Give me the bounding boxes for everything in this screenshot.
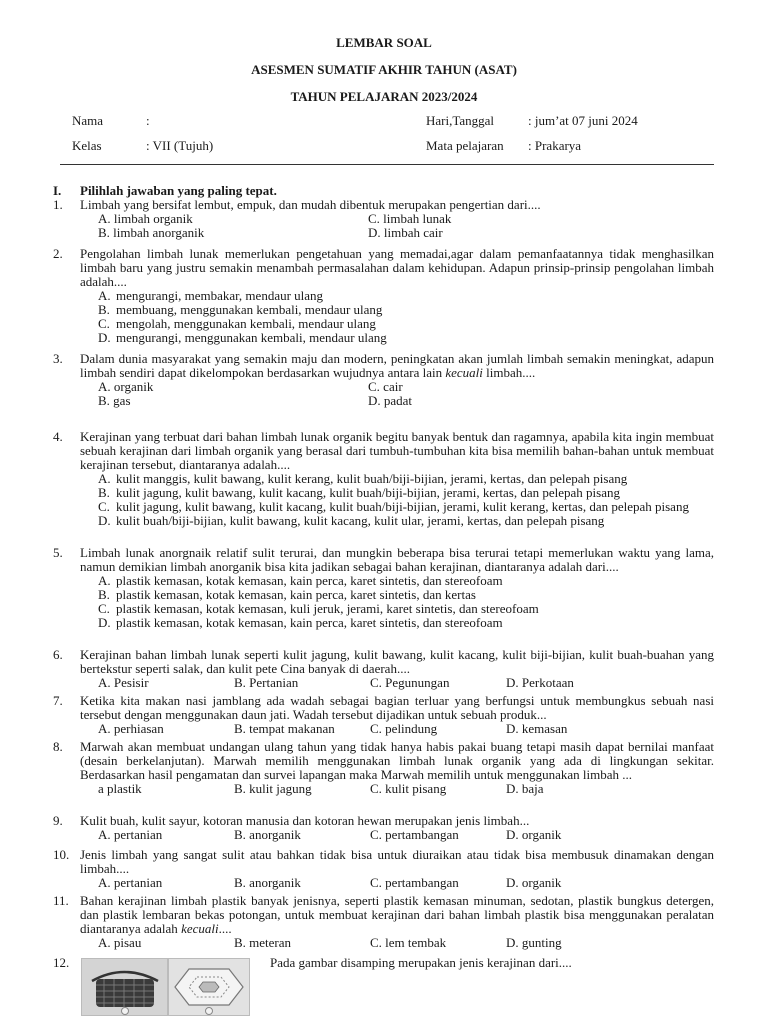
option-c[interactable]: C. pertambangan	[370, 827, 459, 842]
option-b[interactable]: B. limbah anorganik	[98, 225, 205, 240]
option-a[interactable]: A. Pesisir	[98, 675, 149, 690]
option-b[interactable]: B. anorganik	[234, 827, 301, 842]
option-d[interactable]: D. padat	[368, 393, 413, 408]
answer-options	[98, 289, 714, 345]
question-number: 5.	[53, 545, 63, 560]
question-number: 4.	[53, 429, 63, 444]
option-d[interactable]: D. Perkotaan	[506, 675, 574, 690]
question-text: Marwah akan membuat undangan ulang tahun yang tidak hanya habis pakai buang tetapi masih dapat bernilai manfaat (desain berkelanjutan). Marwah memilih menggunakan limbah lunak organik yang ada di lingkungan sekitar. Berdasarkan hasil pengamatan dan survei lapangan maka Marwah memilih untuk menggunakan limbah ...	[80, 739, 714, 782]
option-c[interactable]: C. limbah lunak	[368, 211, 452, 226]
kelas-value: : VII (Tujuh)	[146, 138, 214, 153]
question-9	[53, 814, 714, 842]
question-text: Pada gambar disamping merupakan jenis kerajinan dari....	[270, 955, 572, 970]
doc-subtitle: ASESMEN SUMATIF AKHIR TAHUN (ASAT)	[251, 62, 517, 77]
answer-options	[98, 574, 714, 630]
answer-options	[98, 722, 714, 736]
question-4	[53, 430, 714, 528]
question-text: Kulit buah, kulit sayur, kotoran manusia dan kotoran hewan merupakan jenis limbah...	[80, 813, 530, 828]
mata-pelajaran-label: Mata pelajaran	[426, 138, 504, 153]
option-b[interactable]: B. tempat makanan	[234, 721, 335, 736]
question-2	[53, 247, 714, 345]
question-number: 12.	[53, 955, 70, 970]
question-number: 9.	[53, 813, 63, 828]
option-d[interactable]: D. organik	[506, 875, 562, 890]
question-number: 3.	[53, 351, 63, 366]
option-a[interactable]: A. perhiasan	[98, 721, 164, 736]
option-c[interactable]: C. cair	[368, 379, 403, 394]
craft-bag-image	[81, 958, 168, 1016]
answer-options	[98, 212, 714, 240]
question-11	[53, 894, 714, 950]
option-a[interactable]: A. pertanian	[98, 827, 163, 842]
answer-options	[98, 472, 714, 528]
answer-options	[98, 676, 714, 690]
option-a[interactable]: A. pertanian	[98, 875, 163, 890]
question-number: 11.	[53, 893, 69, 908]
question-number: 1.	[53, 197, 63, 212]
question-number: 2.	[53, 246, 63, 261]
option-b[interactable]: B. gas	[98, 393, 131, 408]
question-text: Jenis limbah yang sangat sulit atau bahkan tidak bisa untuk diuraikan atau tidak bisa membusuk dinamakan dengan limbah....	[80, 847, 714, 876]
option-a[interactable]: A. limbah organik	[98, 211, 193, 226]
kelas-label: Kelas	[72, 138, 102, 153]
question-text: Dalam dunia masyarakat yang semakin maju dan modern, peningkatan akan jumlah limbah semakin meningkat, adapun limbah sendiri dapat dikelompokan berdasarkan wujudnya antara lain kecuali limbah....	[80, 351, 714, 380]
option-b[interactable]: B. anorganik	[234, 875, 301, 890]
doc-school-year: TAHUN PELAJARAN 2023/2024	[290, 89, 478, 104]
option-d[interactable]: D. limbah cair	[368, 225, 443, 240]
option-b[interactable]: B. Pertanian	[234, 675, 299, 690]
option-d[interactable]: D. organik	[506, 827, 562, 842]
option-a[interactable]: A. organik	[98, 379, 154, 394]
option-c[interactable]: C. kulit jagung, kulit bawang, kulit kacang, kulit buah/biji-bijian, jerami, kulit kerang, kertas, dan pelepah pisang	[98, 499, 689, 514]
option-a[interactable]: A. pisau	[98, 935, 142, 950]
option-a[interactable]: A. kulit manggis, kulit bawang, kulit kerang, kulit buah/biji-bijian, jerami, kertas, dan pelepah pisang	[98, 471, 628, 486]
question-text: Kerajinan yang terbuat dari bahan limbah lunak organik begitu banyak bentuk dan ragamnya, apabila kita ingin membuat sebuah kerajinan dari limbah organik yang berasal dari tumbuh-tumbuhan kita bisa memilih bahan-bahan untuk membuat kerajinan tersebut, diantaranya adalah....	[80, 429, 714, 472]
option-c[interactable]: C. mengolah, menggunakan kembali, mendaur ulang	[98, 316, 376, 331]
section-instruction: Pilihlah jawaban yang paling tepat.	[80, 183, 277, 198]
option-a[interactable]: A. mengurangi, membakar, mendaur ulang	[98, 288, 324, 303]
nama-value: :	[146, 113, 150, 128]
question-text: Kerajinan bahan limbah lunak seperti kulit jagung, kulit bawang, kulit kacang, kulit biji-bijian, kulit buah-buahan yang bertekstur seperti salak, dan kulit pete Cina banyak di daerah....	[80, 647, 714, 676]
answer-options	[98, 936, 714, 950]
question-1	[53, 198, 714, 240]
option-b[interactable]: B. plastik kemasan, kotak kemasan, kain perca, karet sintetis, dan kertas	[98, 587, 476, 602]
doc-title: LEMBAR SOAL	[336, 35, 432, 50]
option-d[interactable]: D. baja	[506, 781, 544, 796]
option-c[interactable]: C. Pegunungan	[370, 675, 450, 690]
section-title	[53, 184, 277, 198]
question-10	[53, 848, 714, 890]
nama-label: Nama	[72, 113, 104, 128]
question-text: Limbah yang bersifat lembut, empuk, dan mudah dibentuk merupakan pengertian dari....	[80, 197, 541, 212]
option-d[interactable]: D. gunting	[506, 935, 562, 950]
woven-bag-illustration	[82, 959, 167, 1015]
option-c[interactable]: C. kulit pisang	[370, 781, 447, 796]
hari-tanggal-label: Hari,Tanggal	[426, 113, 495, 128]
mata-pelajaran-value: : Prakarya	[528, 138, 582, 153]
hexagon-mat-illustration	[169, 959, 249, 1015]
question-number: 8.	[53, 739, 63, 754]
option-a[interactable]: a plastik	[98, 781, 142, 796]
option-d[interactable]: D. kemasan	[506, 721, 568, 736]
option-a[interactable]: A. plastik kemasan, kotak kemasan, kain perca, karet sintetis, dan stereofoam	[98, 573, 503, 588]
question-7	[53, 694, 714, 736]
question-number: 7.	[53, 693, 63, 708]
answer-options	[98, 380, 714, 408]
question-text: Pengolahan limbah lunak memerlukan pengetahuan yang memadai,agar dalam pemanfaatannya tidak menghasilkan limbah baru yang justru semakin menambah permasalahan dalam kehidupan. Adapun prinsip-prinsip pengolahan limbah adalah....	[80, 246, 714, 289]
question-5	[53, 546, 714, 630]
section-number: I.	[53, 183, 62, 198]
answer-options	[98, 782, 714, 796]
option-c[interactable]: C. plastik kemasan, kotak kemasan, kuli jeruk, jerami, karet sintetis, dan stereofoam	[98, 601, 539, 616]
question-number: 10.	[53, 847, 70, 862]
answer-options	[98, 828, 714, 842]
answer-options	[98, 876, 714, 890]
option-c[interactable]: C. pelindung	[370, 721, 438, 736]
option-c[interactable]: C. lem tembak	[370, 935, 447, 950]
option-b[interactable]: B. kulit jagung	[234, 781, 312, 796]
option-c[interactable]: C. pertambangan	[370, 875, 459, 890]
question-8	[53, 740, 714, 796]
question-text: Bahan kerajinan limbah plastik banyak jenisnya, seperti plastik kemasan minuman, sedotan, plastik bungkus detergen, dan plastik lembaran bekas potongan, untuk membuat kerajinan dari bahan limbah plastik bisa menggunakan peralatan diantaranya adalah kecuali....	[80, 893, 714, 936]
option-b[interactable]: B. membuang, menggunakan kembali, mendaur ulang	[98, 302, 383, 317]
option-d[interactable]: D. kulit buah/biji-bijian, kulit bawang, kulit kacang, kulit ular, jerami, kertas, dan pelepah pisang	[98, 513, 605, 528]
craft-mat-image	[168, 958, 250, 1016]
question-text: Ketika kita makan nasi jamblang ada wadah sebagai bagian terluar yang berfungsi untuk membungkus sebuah nasi tersebut dengan menggunakan daun jati. Wadah tersebut dijadikan untuk sebuah produk...	[80, 693, 714, 722]
option-b[interactable]: B. meteran	[234, 935, 292, 950]
header-divider	[60, 164, 714, 165]
option-d[interactable]: D. plastik kemasan, kotak kemasan, kain perca, karet sintetis, dan stereofoam	[98, 615, 503, 630]
option-d[interactable]: D. mengurangi, menggunakan kembali, mendaur ulang	[98, 330, 387, 345]
question-text: Limbah lunak anorgnaik relatif sulit terurai, dan mungkin beberapa bisa terurai tetapi memerlukan waktu yang lama, namun demikian limbah anorganik bisa kita jadikan sebagai bahan kerajinan, diantaranya adalah dari....	[80, 545, 714, 574]
question-number: 6.	[53, 647, 63, 662]
question-3	[53, 352, 714, 408]
option-b[interactable]: B. kulit jagung, kulit bawang, kulit kacang, kulit buah/biji-bijian, jerami, kertas, dan pelepah pisang	[98, 485, 620, 500]
question-6	[53, 648, 714, 690]
hari-tanggal-value: : jum’at 07 juni 2024	[528, 113, 638, 128]
